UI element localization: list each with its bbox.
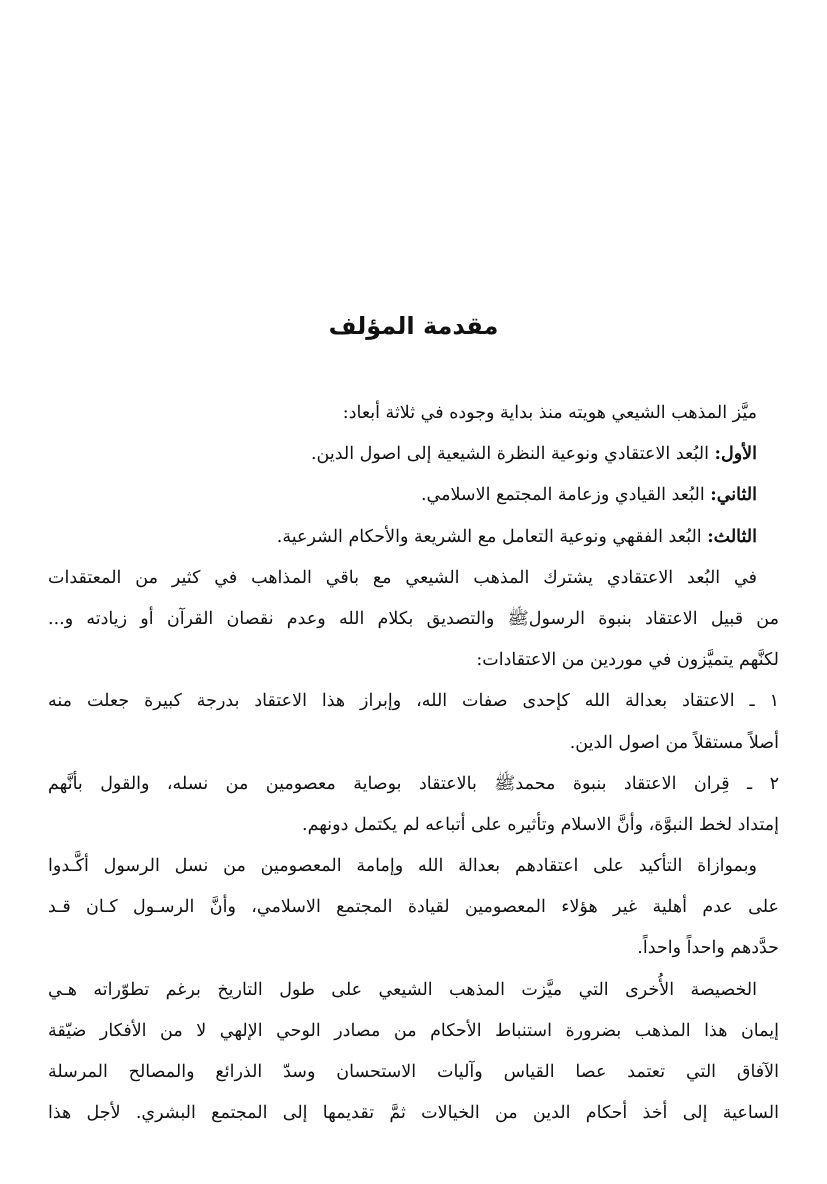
paragraph-line [48, 640, 779, 681]
paragraph-line [48, 1011, 779, 1052]
paragraph-line [48, 434, 779, 475]
paragraph-line [48, 846, 779, 887]
line-text: البُعد القيادي وزعامة المجتمع الاسلامي. [420, 485, 711, 506]
paragraph-line [48, 805, 779, 846]
line-text: إمتداد لخط النبوَّة، وأنَّ الاسلام وتأثيره على أتباعه لم يكتمل دونهم. [302, 814, 779, 835]
paragraph-line [48, 1052, 779, 1093]
paragraph-line [48, 723, 779, 764]
line-text: ١ ـ الاعتقاد بعدالة الله كإحدى صفات الله، وإبراز هذا الاعتقاد بدرجة كبيرة جعلت منه [48, 691, 779, 712]
paragraph-line [48, 970, 779, 1011]
paragraph-line [48, 517, 779, 558]
page-title: مقدمة المؤلف [328, 312, 499, 340]
line-text: البُعد الفقهي ونوعية التعامل مع الشريعة والأحكام الشرعية. [276, 526, 708, 547]
line-text: ٢ ـ قِران الاعتقاد بنبوة محمدﷺ بالاعتقاد بوصاية معصومين من نسله، والقول بأنَّهم [48, 773, 779, 794]
line-label: الثاني: [710, 485, 757, 506]
paragraph-line [48, 928, 779, 969]
line-text: في البُعد الاعتقادي يشترك المذهب الشيعي مع باقي المذاهب في كثير من المعتقدات [48, 567, 757, 588]
paragraph-line [48, 599, 779, 640]
line-text: حدَّدهم واحداً واحداً. [637, 938, 779, 959]
line-text: على عدم أهلية غير هؤلاء المعصومين لقيادة المجتمع الاسلامي، وأنَّ الرسـول كـان قـد [48, 897, 779, 918]
paragraph-line [48, 475, 779, 516]
line-text: الساعية إلى أخذ أحكام الدين من الخيالات ثمَّ تقديمها إلى المجتمع البشري. لأجل هذا [48, 1103, 779, 1124]
paragraph-line [48, 764, 779, 805]
paragraph-line [48, 558, 779, 599]
line-text: إيمان هذا المذهب بضرورة استنباط الأحكام من مصادر الوحي الإلهي لا من الأفكار ضيّقة [48, 1020, 779, 1041]
body-text [48, 393, 779, 1134]
line-label: الأول: [714, 444, 757, 465]
line-text: لكنَّهم يتميَّزون في موردين من الاعتقادات: [476, 650, 779, 671]
line-label: الثالث: [707, 526, 757, 547]
line-text: الخصيصة الأُخرى التي ميَّزت المذهب الشيعي على طول التاريخ برغم تطوّراته هـي [48, 979, 757, 1000]
line-text: من قبيل الاعتقاد بنبوة الرسولﷺ والتصديق بكلام الله وعدم نقصان القرآن أو زيادته و... [48, 608, 779, 629]
paragraph-line [48, 1093, 779, 1134]
paragraph-line [48, 887, 779, 928]
line-text: ميَّز المذهب الشيعي هويته منذ بداية وجوده في ثلاثة أبعاد: [342, 403, 757, 423]
line-text: وبموازاة التأكيد على اعتقادهم بعدالة الله وإمامة المعصومين من نسل الرسول أكَّـدوا [48, 856, 757, 877]
paragraph-line [48, 393, 779, 434]
line-text: الآفاق التي تعتمد عصا القياس وآليات الاستحسان وسدّ الذرائع والمصالح المرسلة [48, 1062, 779, 1082]
line-text: البُعد الاعتقادي ونوعية النظرة الشيعية إلى اصول الدين. [310, 444, 715, 465]
line-text: أصلاً مستقلاً من اصول الدين. [569, 732, 779, 753]
paragraph-line [48, 681, 779, 722]
